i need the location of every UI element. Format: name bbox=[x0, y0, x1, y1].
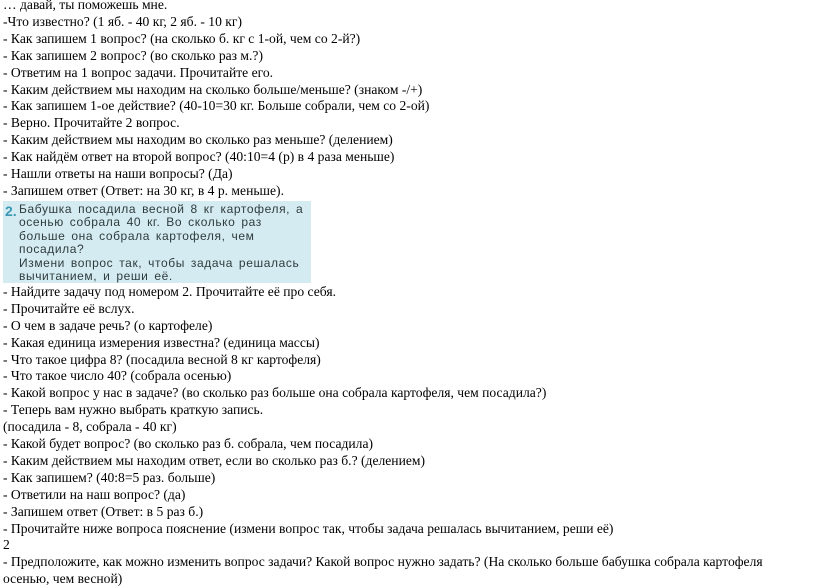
text-line: … давай, ты поможешь мне. bbox=[3, 0, 168, 12]
text-line: - Прочитайте ниже вопроса пояснение (измени вопрос так, чтобы задача решалась вычитанием, реши её) bbox=[3, 520, 614, 536]
textbook-task-image bbox=[3, 201, 311, 283]
text-line: - Каким действием мы находим ответ, если во сколько раз б.? (делением) bbox=[3, 452, 426, 468]
text-line: - Каким действием мы находим на сколько больше/меньше? (знаком -/+) bbox=[3, 81, 423, 97]
text-line: - Каким действием мы находим во сколько раз меньше? (делением) bbox=[3, 132, 393, 148]
task-text-block bbox=[19, 203, 309, 283]
text-line: - Предположите, как можно изменить вопрос задачи? Какой вопрос нужно задать? (На сколько больше бабушка собрала картофеля осенью, чем весной) bbox=[3, 554, 763, 587]
text-line: - Что такое цифра 8? (посадила весной 8 кг картофеля) bbox=[3, 351, 321, 367]
text-line: - Как запишем 1-ое действие? (40-10=30 кг. Больше собрали, чем со 2-ой) bbox=[3, 98, 430, 114]
text-line: - Какая единица измерения известна? (единица массы) bbox=[3, 334, 320, 350]
text-line: - Ответим на 1 вопрос задачи. Прочитайте его. bbox=[3, 64, 274, 80]
text-line: - Найдите задачу под номером 2. Прочитайте её про себя. bbox=[3, 283, 336, 299]
document-body bbox=[3, 0, 813, 588]
text-line: - Запишем ответ (Ответ: на 30 кг, в 4 р. меньше). bbox=[3, 182, 284, 198]
text-line: - Как запишем 2 вопрос? (во сколько раз м.?) bbox=[3, 47, 263, 63]
text-line: - Какой будет вопрос? (во сколько раз б. собрала, чем посадила) bbox=[3, 436, 374, 452]
text-line: - Прочитайте её вслух. bbox=[3, 300, 135, 316]
text-line: - Какой вопрос у нас в задаче? (во сколько раз больше она собрала картофеля, чем посадила?) bbox=[3, 385, 547, 401]
text-line: - Как запишем 1 вопрос? (на сколько б. кг с 1-ой, чем со 2-й?) bbox=[3, 30, 361, 46]
text-line: -Что известно? (1 яб. - 40 кг, 2 яб. - 10 кг) bbox=[3, 13, 242, 29]
text-line: - Ответили на наш вопрос? (да) bbox=[3, 486, 186, 502]
text-line: - Запишем ответ (Ответ: в 5 раз б.) bbox=[3, 503, 204, 519]
text-line: - О чем в задаче речь? (о картофеле) bbox=[3, 317, 213, 333]
task-instruction-text: Измени вопрос так, чтобы задача решалась вычитанием, и реши её. bbox=[19, 255, 300, 283]
text-line: - Как запишем? (40:8=5 раз. больше) bbox=[3, 469, 216, 485]
text-line: - Верно. Прочитайте 2 вопрос. bbox=[3, 115, 180, 131]
task-number: 2. bbox=[5, 202, 17, 219]
text-line: (посадила - 8, собрала - 40 кг) bbox=[3, 419, 177, 435]
text-line: - Нашли ответы на наши вопросы? (Да) bbox=[3, 166, 233, 182]
text-line: - Что такое число 40? (собрала осенью) bbox=[3, 368, 232, 384]
text-line: - Теперь вам нужно выбрать краткую запись. bbox=[3, 402, 264, 418]
task-problem-text: Бабушка посадила весной 8 кг картофеля, а осенью собрала 40 кг. Во сколько раз больше она собрала картофеля, чем посадила? bbox=[19, 201, 304, 257]
text-line: 2 bbox=[3, 537, 10, 553]
text-line: - Как найдём ответ на второй вопрос? (40:10=4 (р) в 4 раза меньше) bbox=[3, 149, 395, 165]
